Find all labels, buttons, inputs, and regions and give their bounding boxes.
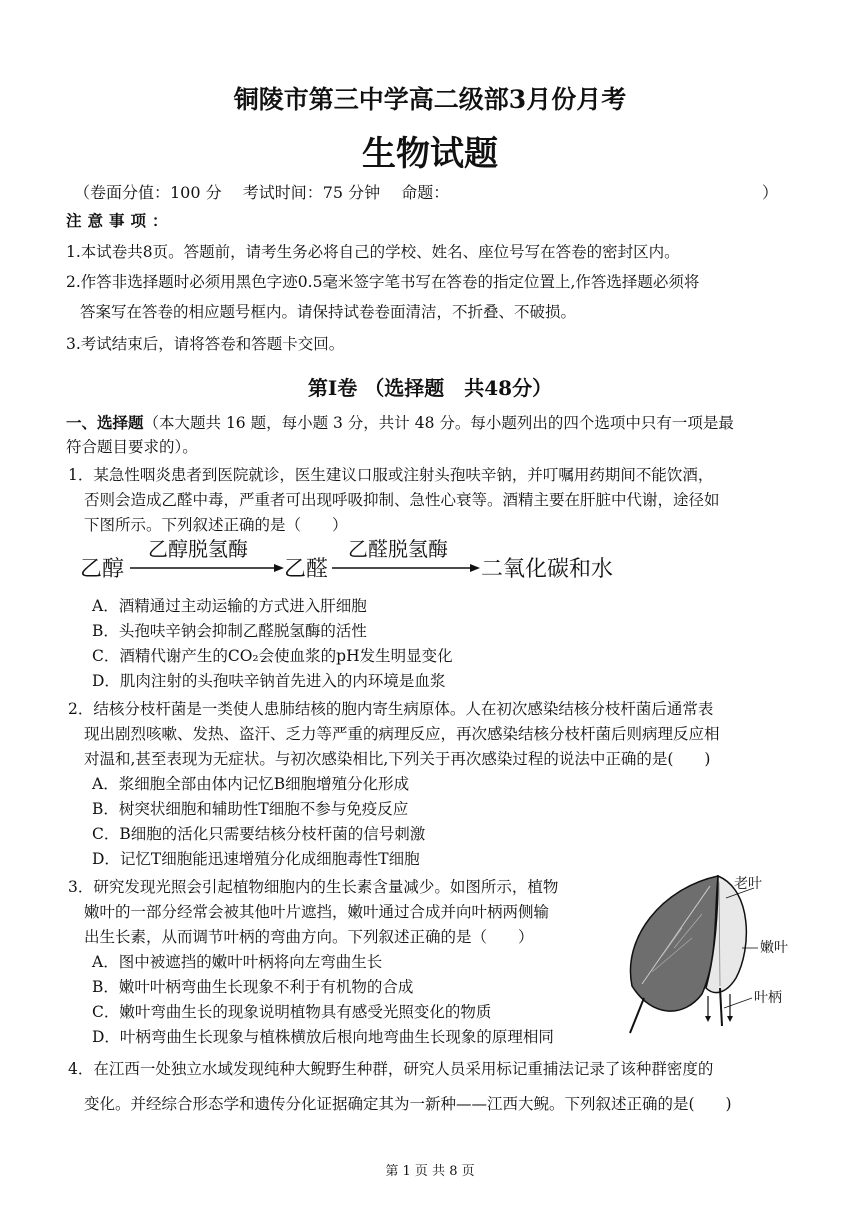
q1-option-c: C．酒精代谢产生的CO₂会使血浆的pH发生明显变化 xyxy=(92,647,453,665)
q3-line-1: 3．研究发现光照会引起植物细胞内的生长素含量减少。如图所示，植物 xyxy=(68,878,559,896)
acetaldehyde-label: 乙醛 xyxy=(284,557,329,582)
q3-option-b: B．嫩叶叶柄弯曲生长现象不利于有机物的合成 xyxy=(92,978,414,996)
q1-option-d: D．肌肉注射的头孢呋辛钠首先进入的内环境是血浆 xyxy=(92,672,446,690)
q2-line-3: 对温和,甚至表现为无症状。与初次感染相比,下列关于再次感染过程的说法中正确的是( ) xyxy=(84,750,711,768)
petiole-label: 叶柄 xyxy=(754,990,782,1006)
q2-line-1: 2．结核分枝杆菌是一类使人患肺结核的胞内寄生病原体。人在初次感染结核分枝杆菌后通常表 xyxy=(68,700,714,718)
petiole xyxy=(720,988,722,1026)
q1-option-a: A．酒精通过主动运输的方式进入肝细胞 xyxy=(92,597,367,615)
note-item-1: 1.本试卷共8页。答题前，请考生务必将自己的学校、姓名、座位号写在答卷的密封区内。 xyxy=(66,243,680,261)
old-leaf-petiole xyxy=(630,998,644,1033)
q2-option-d: D．记忆T细胞能迅速增殖分化成细胞毒性T细胞 xyxy=(92,850,420,868)
young-leaf-label: 嫩叶 xyxy=(760,940,788,956)
q1-option-b: B．头孢呋辛钠会抑制乙醛脱氢酶的活性 xyxy=(92,622,367,640)
enzyme2-label: 乙醛脱氢酶 xyxy=(348,538,448,561)
exam-info xyxy=(74,180,779,203)
ethanol-label: 乙醇 xyxy=(80,557,125,582)
q3-option-d: D．叶柄弯曲生长现象与植株横放后根向地弯曲生长现象的原理相同 xyxy=(92,1028,554,1046)
q4-line-1: 4．在江西一处独立水域发现纯种大鲵野生种群，研究人员采用标记重捕法记录了该种群密度的 xyxy=(68,1060,714,1078)
metabolic-pathway-diagram xyxy=(78,538,618,588)
note-item-2-cont: 答案写在答卷的相应题号框内。请保持试卷卷面清洁，不折叠、不破损。 xyxy=(80,303,577,321)
arrow-2-head xyxy=(470,564,480,572)
q1-line-1: 1．某急性咽炎患者到医院就诊，医生建议口服或注射头孢呋辛钠，并叮嘱用药期间不能饮酒， xyxy=(68,466,714,484)
product-label: 二氧化碳和水 xyxy=(481,557,614,582)
auxin-arrow-right-head xyxy=(727,1016,733,1022)
q1-line-3: 下图所示。下列叙述正确的是（ ） xyxy=(84,516,348,534)
section-title: 第Ⅰ卷 （选择题 共48分） xyxy=(307,376,553,400)
exam-title: 铜陵市第三中学高二级部3月份月考 xyxy=(233,85,627,114)
section-instr-label: 一、选择题 xyxy=(66,413,144,432)
exam-info-text: （卷面分值：100 分 考试时间：75 分钟 命题： xyxy=(74,183,450,202)
old-leaf-shape xyxy=(630,876,718,1011)
petiole-leader xyxy=(724,998,752,1008)
section-instr-line2: 符合题目要求的）。 xyxy=(66,438,198,456)
arrow-1-head xyxy=(274,564,284,572)
q2-option-a: A．浆细胞全部由体内记忆B细胞增殖分化形成 xyxy=(92,775,410,793)
section-instructions xyxy=(66,410,734,436)
enzyme1-label: 乙醇脱氢酶 xyxy=(148,538,248,561)
leaf-diagram xyxy=(622,868,798,1038)
q4-line-2: 变化。并经综合形态学和遗传分化证据确定其为一新种——江西大鲵。下列叙述正确的是( ) xyxy=(84,1095,732,1113)
q2-line-2: 现出剧烈咳嗽、发热、盗汗、乏力等严重的病理反应，再次感染结核分枝杆菌后则病理反应相 xyxy=(84,725,720,743)
q2-option-b: B．树突状细胞和辅助性T细胞不参与免疫反应 xyxy=(92,800,409,818)
q3-option-a: A．图中被遮挡的嫩叶叶柄将向左弯曲生长 xyxy=(92,953,383,971)
section-instr-line1: （本大题共 16 题，每小题 3 分，共计 48 分。每小题列出的四个选项中只有一项是最 xyxy=(143,414,734,432)
subject-title: 生物试题 xyxy=(362,134,498,174)
q2-option-c: C．B细胞的活化只需要结核分枝杆菌的信号刺激 xyxy=(92,825,426,843)
q3-line-3: 出生长素，从而调节叶柄的弯曲方向。下列叙述正确的是（ ） xyxy=(84,928,534,946)
notes-heading: 注意事项： xyxy=(66,211,174,230)
page-footer: 第 1 页 共 8 页 xyxy=(385,1164,475,1179)
q3-line-2: 嫩叶的一部分经常会被其他叶片遮挡，嫩叶通过合成并向叶柄两侧输 xyxy=(84,903,550,921)
note-item-2: 2.作答非选择题时必须用黑色字迹0.5毫米签字笔书写在答卷的指定位置上,作答选择题必须将 xyxy=(66,273,700,291)
q1-line-2: 否则会造成乙醛中毒，严重者可出现呼吸抑制、急性心衰等。酒精主要在肝脏中代谢，途径如 xyxy=(84,491,720,509)
auxin-arrow-left-head xyxy=(705,1016,711,1022)
old-leaf-label: 老叶 xyxy=(734,876,762,892)
exam-info-close: ） xyxy=(762,183,779,202)
q3-option-c: C．嫩叶弯曲生长的现象说明植物具有感受光照变化的物质 xyxy=(92,1003,492,1021)
note-item-3: 3.考试结束后，请将答卷和答题卡交回。 xyxy=(66,335,345,353)
